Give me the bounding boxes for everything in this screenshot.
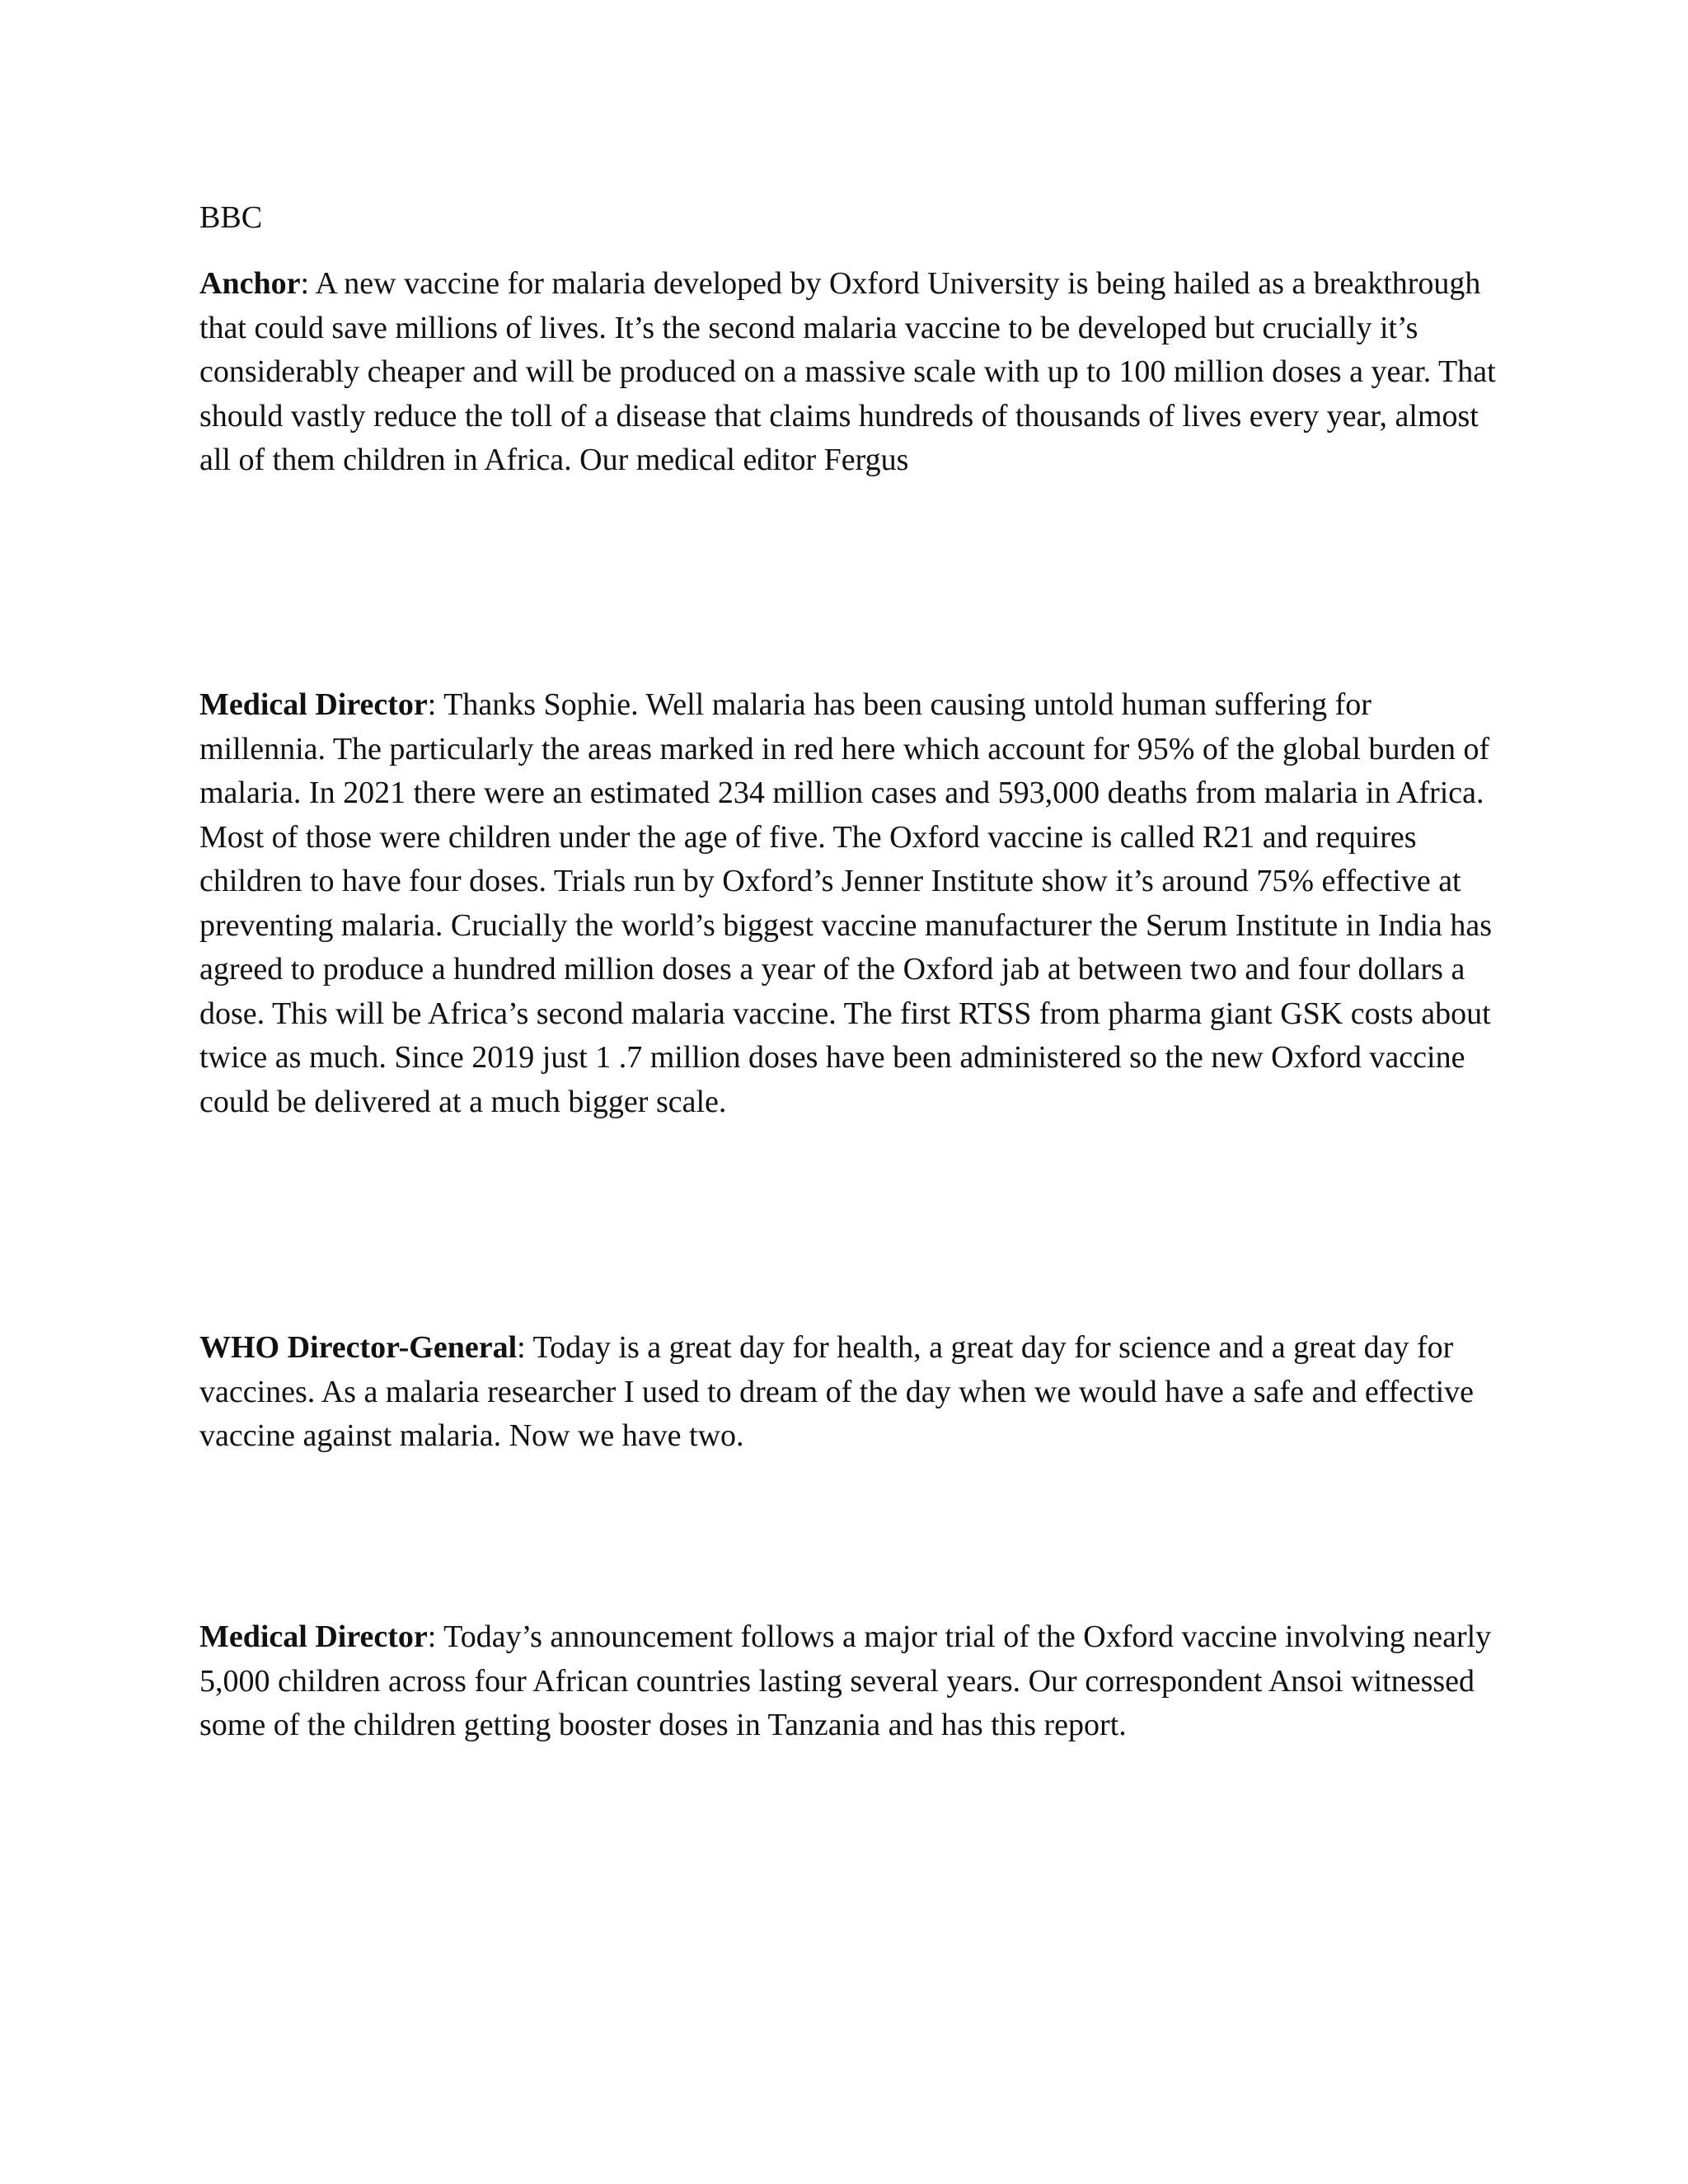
transcript-paragraph-medical-director: Medical Director: Thanks Sophie. Well malaria has been causing untold human suffering for millennia. The particularly the areas marked in red here which account for 95% of the global burden of malaria. In 2021 there were an estimated 234 million cases and 593,000 deaths from malaria in Africa. Most of those were children under the age of five. The Oxford vaccine is called R21 and requires children to have four doses. Trials run by Oxford’s Jenner Institute show it’s around 75% effective at preventing malaria. Crucially the world’s biggest vaccine manufacturer the Serum Institute in India has agreed to produce a hundred million doses a year of the Oxford jab at between two and four dollars a dose. This will be Africa’s second malaria vaccine. The first RTSS from pharma giant GSK costs about twice as much. Since 2019 just 1 .7 million doses have been administered so the new Oxford vaccine could be delivered at a much bigger scale. [199,687,1493,1119]
speaker-name: Anchor [199,266,301,301]
transcript-paragraph-who-director-general: WHO Director-General: Today is a great day for health, a great day for science and a great day for vaccines. As a malaria researcher I used to dream of the day when we would have a safe and effective vaccine against malaria. Now we have two. [199,1330,1475,1453]
transcript-paragraph-anchor: Anchor: A new vaccine for malaria developed by Oxford University is being hailed as a breakthrough that could save millions of lives. It’s the second malaria vaccine to be developed but crucially it’s considerably cheaper and will be produced on a massive scale with up to 100 million doses a year. That should vastly reduce the toll of a disease that claims hundreds of thousands of lives every year, almost all of them children in Africa. Our medical editor Fergus [199,266,1496,477]
speaker-name: Medical Director [199,1619,428,1654]
speech-text: A new vaccine for malaria developed by Oxford University is being hailed as a breakthrough that could save millions of lives. It’s the second malaria vaccine to be developed but crucially it’s considerably cheaper and will be produced on a massive scale with up to 100 million doses a year. That should vastly reduce the toll of a disease that claims hundreds of thousands of lives every year, almost all of them children in Africa. Our medical editor Fergus [199,266,1496,477]
speaker-name: Medical Director [199,687,428,722]
source-label: BBC [199,200,263,235]
transcript-paragraph-medical-director-2: Medical Director: Today’s announcement follows a major trial of the Oxford vaccine involving nearly 5,000 children across four African countries lasting several years. Our correspondent Ansoi witnessed some of the children getting booster doses in Tanzania and has this report. [199,1619,1492,1742]
speech-text: Today is a great day for health, a great day for science and a great day for vaccines. As a malaria researcher I used to dream of the day when we would have a safe and effective vaccine against malaria. Now we have two. [199,1330,1475,1453]
speech-text: Thanks Sophie. Well malaria has been causing untold human suffering for millennia. The particularly the areas marked in red here which account for 95% of the global burden of malaria. In 2021 there were an estimated 234 million cases and 593,000 deaths from malaria in Africa. Most of those were children under the age of five. The Oxford vaccine is called R21 and requires children to have four doses. Trials run by Oxford’s Jenner Institute show it’s around 75% effective at preventing malaria. Crucially the world’s biggest vaccine manufacturer the Serum Institute in India has agreed to produce a hundred million doses a year of the Oxford jab at between two and four dollars a dose. This will be Africa’s second malaria vaccine. The first RTSS from pharma giant GSK costs about twice as much. Since 2019 just 1 .7 million doses have been administered so the new Oxford vaccine could be delivered at a much bigger scale. [199,687,1493,1119]
speaker-name: WHO Director-General [199,1330,518,1365]
speech-text: Today’s announcement follows a major trial of the Oxford vaccine involving nearly 5,000 children across four African countries lasting several years. Our correspondent Ansoi witnessed some of the children getting booster doses in Tanzania and has this report. [199,1619,1492,1742]
